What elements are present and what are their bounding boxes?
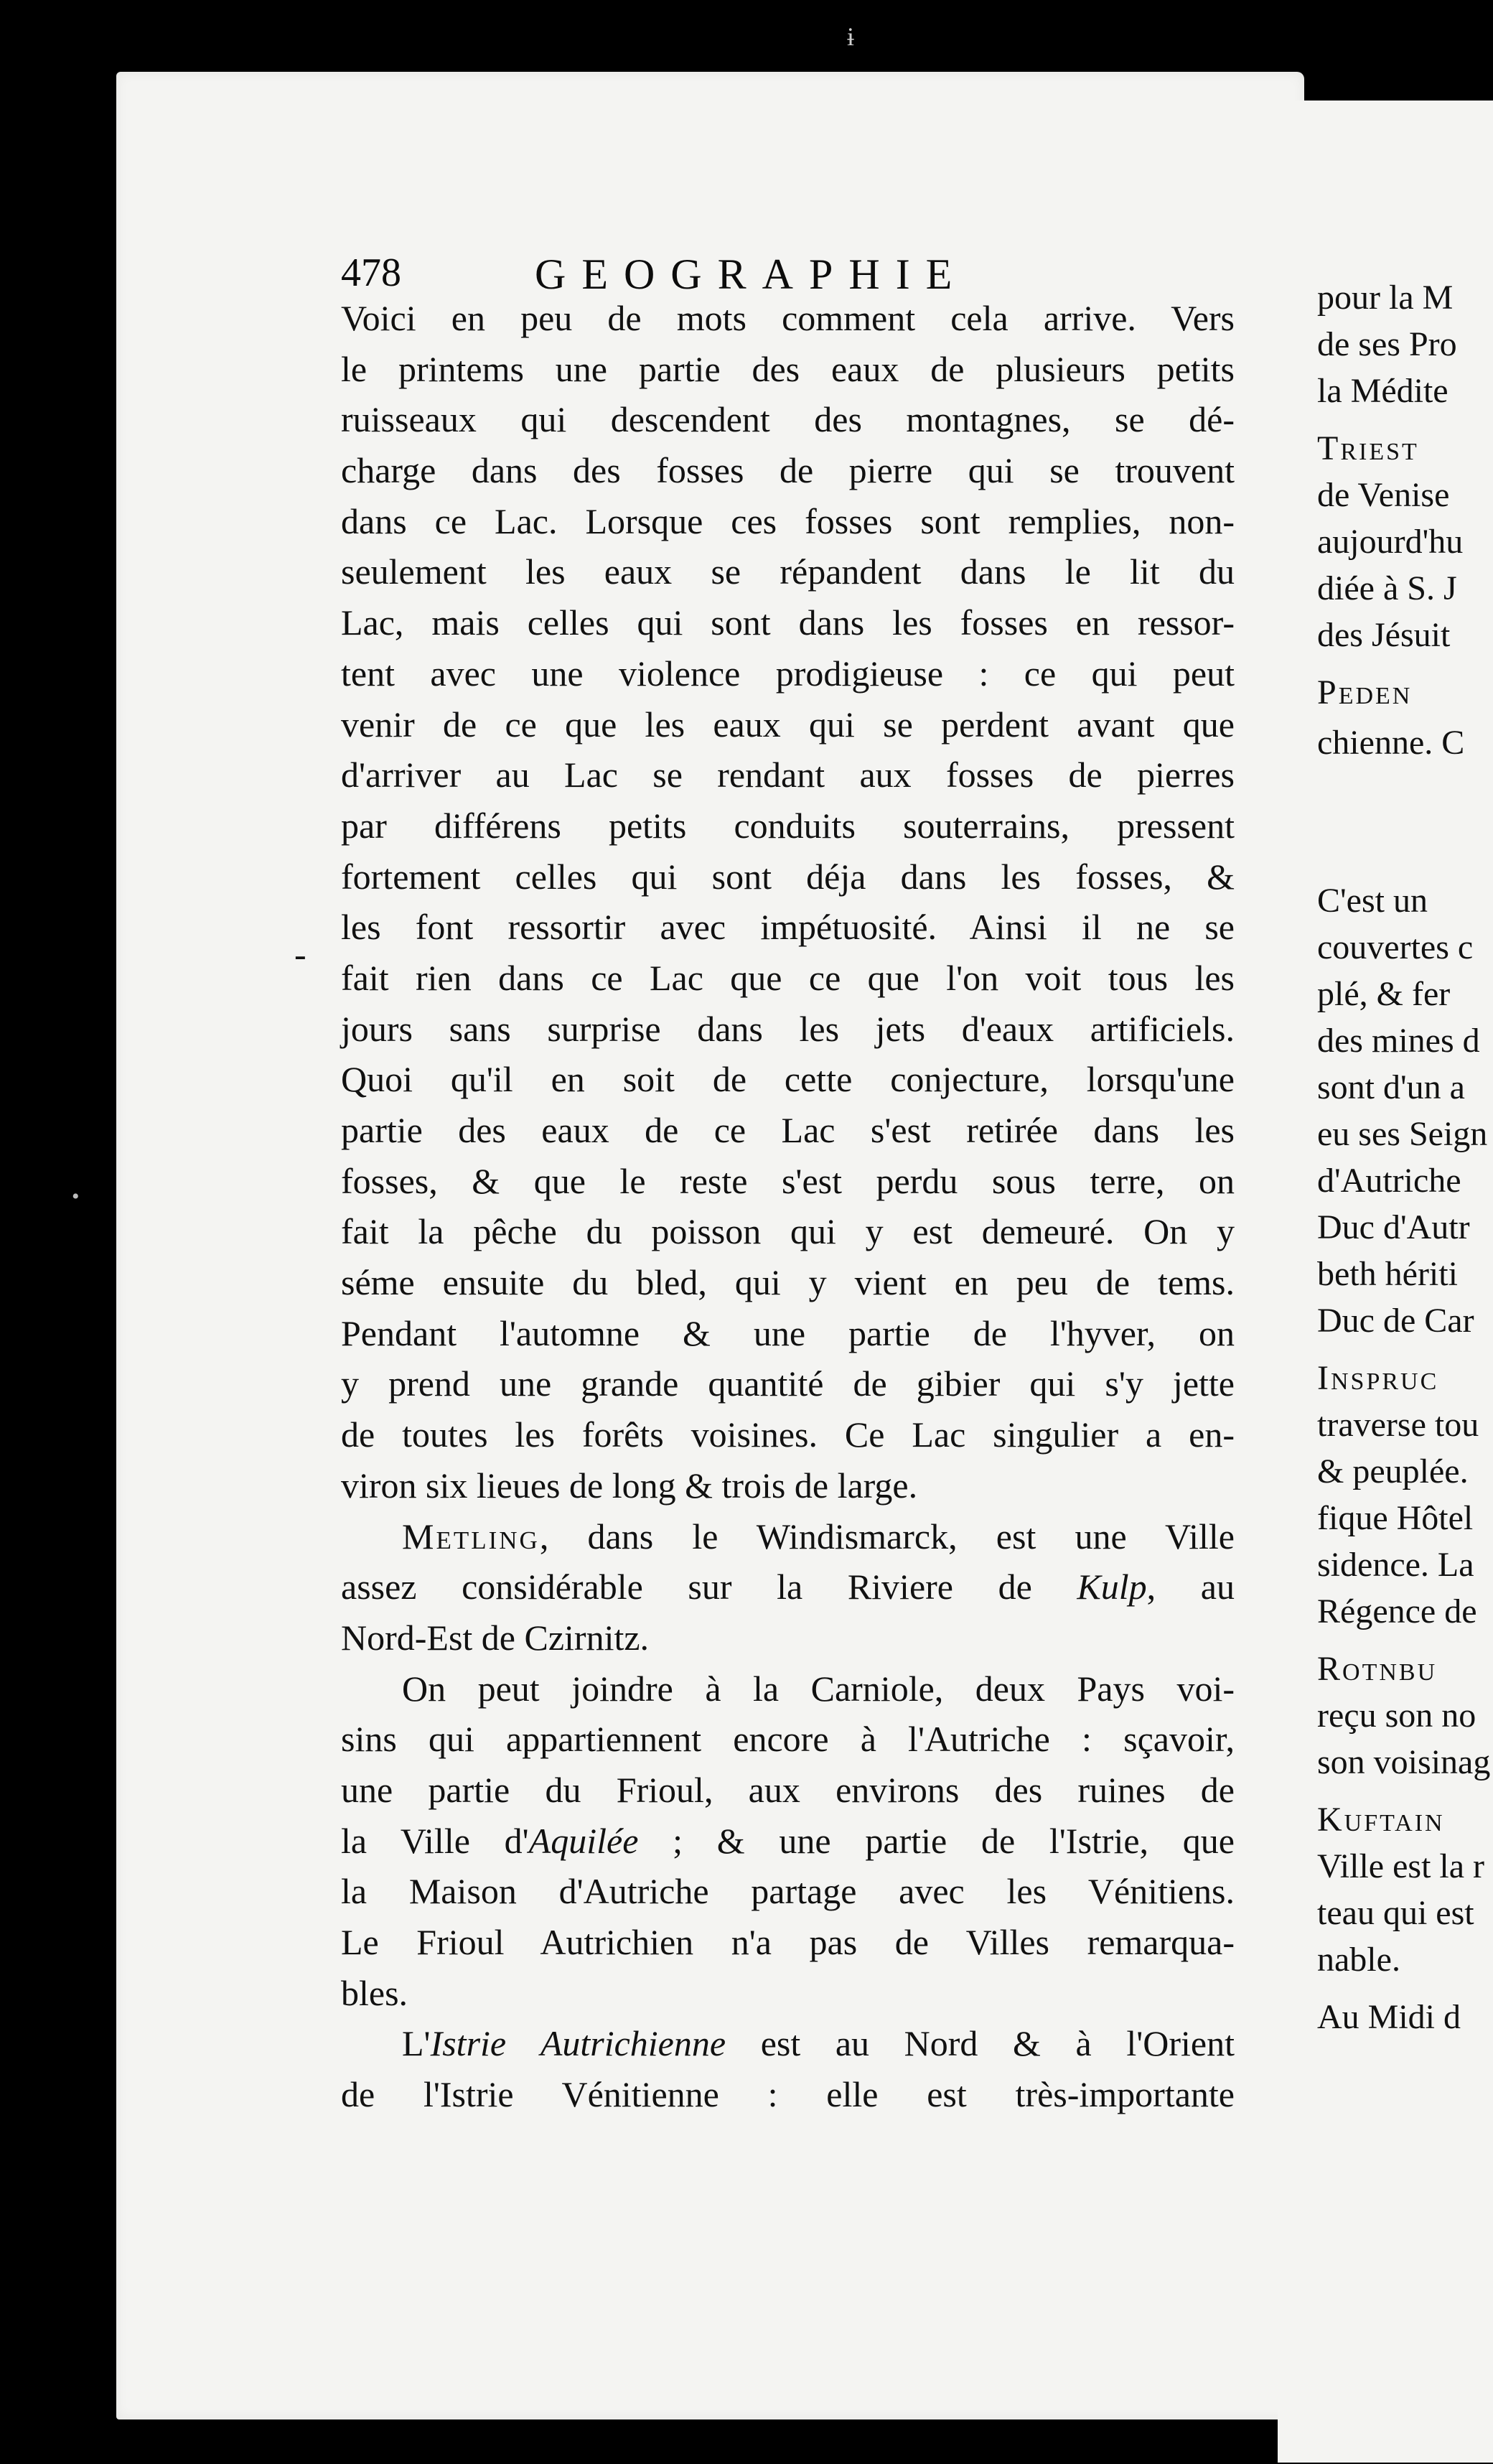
facing-text-line: reçu son no — [1317, 1697, 1476, 1735]
facing-text-line: d'Autriche — [1317, 1162, 1461, 1200]
facing-text-line: de Venise — [1317, 476, 1450, 514]
facing-text-line: couvertes c — [1317, 928, 1474, 966]
facing-text-line: Duc d'Autr — [1317, 1208, 1470, 1246]
facing-text-line: la Médite — [1317, 372, 1448, 410]
text-line: assez considérable sur la Riviere de Kulp, au — [341, 1567, 1235, 1607]
text-line: de toutes les forêts voisines. Ce Lac singulier a en- — [341, 1414, 1235, 1455]
text-line: Le Frioul Autrichien n'a pas de Villes remarqua- — [341, 1922, 1235, 1962]
ink-mark: • — [72, 1185, 80, 1208]
text-line: fait rien dans ce Lac que ce que l'on voit tous les — [341, 957, 1235, 998]
facing-text-line: eu ses Seign — [1317, 1115, 1488, 1153]
text-line: tent avec une violence prodigieuse : ce qui peut — [341, 653, 1235, 694]
facing-text-line: des Jésuit — [1317, 616, 1451, 654]
text-line: fosses, & que le reste s'est perdu sous terre, on — [341, 1160, 1235, 1201]
facing-page-text — [1317, 276, 1491, 2358]
ink-mark: ɨ — [847, 22, 855, 51]
margin-dash: - — [294, 934, 306, 974]
text-line: Pendant l'automne & une partie de l'hyver, on — [341, 1312, 1235, 1353]
facing-text-line: Duc de Car — [1317, 1302, 1474, 1340]
text-line: viron six lieues de long & trois de large. — [341, 1465, 918, 1506]
text-line: y prend une grande quantité de gibier qui s'y jette — [341, 1363, 1235, 1404]
region-name: Istrie Autrichienne — [430, 2023, 726, 2064]
text-line: charge dans des fosses de pierre qui se trouvent — [341, 450, 1235, 491]
text-line: d'arriver au Lac se rendant aux fosses de pierres — [341, 755, 1235, 795]
facing-text-line: de ses Pro — [1317, 325, 1457, 363]
facing-text-line: Inspruc — [1317, 1359, 1439, 1397]
facing-text-line: & peuplée. — [1317, 1452, 1469, 1490]
facing-text-line: traverse tou — [1317, 1406, 1479, 1444]
text-line: la Maison d'Autriche partage avec les Vénitiens. — [341, 1871, 1235, 1912]
facing-text-line: plé, & fer — [1317, 975, 1451, 1013]
city-name: Aquilée — [528, 1820, 639, 1861]
text-line: ruisseaux qui descendent des montagnes, se dé- — [341, 399, 1235, 440]
text-line: Nord-Est de Czirnitz. — [341, 1617, 650, 1658]
text-line: Metling, dans le Windismarck, est une Ville — [402, 1516, 1235, 1557]
text-line: le printems une partie des eaux de plusieurs petits — [341, 348, 1235, 389]
text-line: Quoi qu'il en soit de cette conjecture, lorsqu'une — [341, 1059, 1235, 1100]
facing-text-line: Au Midi d — [1317, 1998, 1461, 2036]
facing-text-line: chienne. C — [1317, 724, 1465, 762]
text-line: On peut joindre à la Carniole, deux Pays voi- — [402, 1668, 1235, 1709]
facing-text-line: Régence de — [1317, 1592, 1477, 1630]
text-line: par différens petits conduits souterrains, pressent — [341, 805, 1235, 846]
body-text — [341, 293, 1235, 2120]
text-line: sins qui appartiennent encore à l'Autriche : sçavoir, — [341, 1719, 1235, 1760]
text-line: bles. — [341, 1972, 408, 2013]
facing-text-line: nable. — [1317, 1941, 1400, 1979]
text-line: jours sans surprise dans les jets d'eaux artificiels. — [341, 1008, 1235, 1049]
text-line: fait la pêche du poisson qui y est demeuré. On y — [341, 1211, 1235, 1252]
river-name: Kulp — [1077, 1567, 1147, 1607]
facing-text-line: son voisinag — [1317, 1743, 1491, 1781]
text-line: de l'Istrie Vénitienne : elle est très-importante — [341, 2074, 1235, 2115]
text-line: venir de ce que les eaux qui se perdent avant que — [341, 704, 1235, 745]
facing-text-line: diée à S. J — [1317, 569, 1457, 607]
facing-text-line: pour la M — [1317, 279, 1454, 317]
text-line: la Ville d'Aquilée ; & une partie de l'Istrie, que — [341, 1820, 1235, 1861]
place-name: Metling — [402, 1516, 540, 1557]
facing-text-line: Triest — [1317, 429, 1419, 467]
facing-text-line: beth hériti — [1317, 1255, 1458, 1293]
text-line: dans ce Lac. Lorsque ces fosses sont remplies, non- — [341, 500, 1235, 541]
page-number: 478 — [341, 251, 401, 295]
facing-text-line: C'est un — [1317, 882, 1428, 920]
text-line: L'Istrie Autrichienne est au Nord & à l'Orient — [402, 2023, 1235, 2064]
facing-text-line: sidence. La — [1317, 1546, 1474, 1584]
facing-text-line: Rotnbu — [1317, 1650, 1438, 1688]
facing-text-line: Peden — [1317, 673, 1413, 711]
facing-text-line: teau qui est — [1317, 1894, 1474, 1932]
text-line: Voici en peu de mots comment cela arrive. Vers — [341, 298, 1235, 338]
text-line: une partie du Frioul, aux environs des ruines de — [341, 1769, 1235, 1810]
text-line: fortement celles qui sont déja dans les fosses, & — [341, 856, 1235, 897]
text-line: séme ensuite du bled, qui y vient en peu de tems. — [341, 1262, 1235, 1303]
facing-text-line: aujourd'hu — [1317, 523, 1464, 561]
facing-text-line: Kuftain — [1317, 1801, 1445, 1839]
facing-text-line: sont d'un a — [1317, 1068, 1465, 1106]
running-title: GEOGRAPHIE — [535, 251, 968, 298]
text-line: partie des eaux de ce Lac s'est retirée dans les — [341, 1110, 1235, 1150]
text-line: Lac, mais celles qui sont dans les fosses en ressor- — [341, 602, 1235, 643]
text-line: seulement les eaux se répandent dans le lit du — [341, 551, 1235, 592]
lake-paragraph — [341, 293, 1235, 1511]
facing-text-line: fique Hôtel — [1317, 1499, 1474, 1537]
facing-text-line: Ville est la r — [1317, 1847, 1485, 1885]
text-line: les font ressortir avec impétuosité. Ainsi il ne se — [341, 907, 1235, 948]
facing-text-line: des mines d — [1317, 1022, 1480, 1060]
